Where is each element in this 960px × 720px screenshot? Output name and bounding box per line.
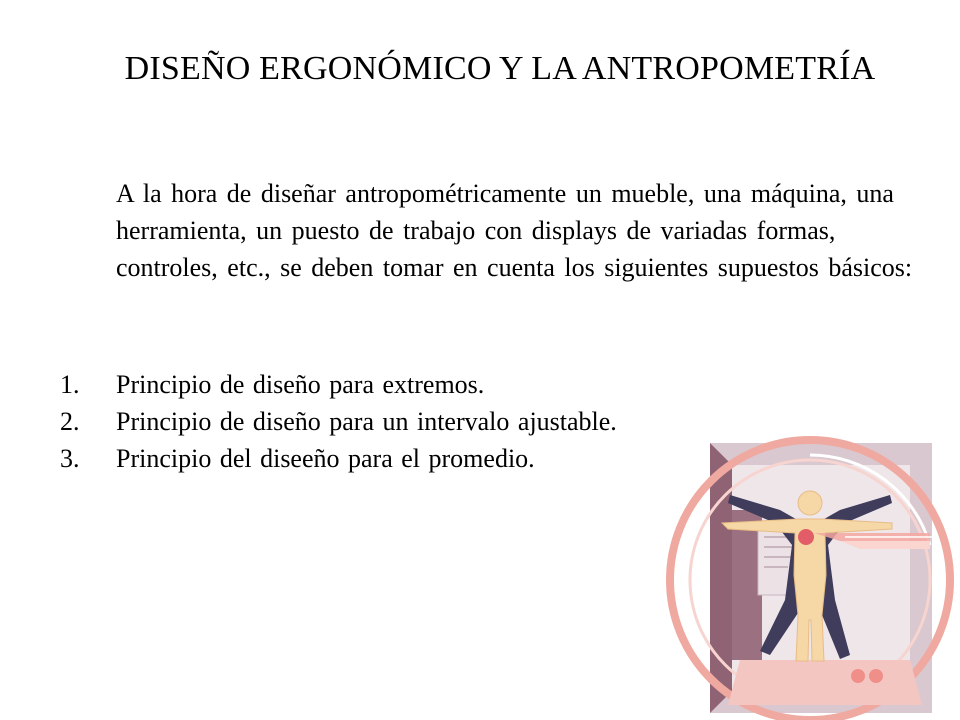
bottom-tray [728,660,922,705]
list-item-number: 1. [60,370,80,399]
list-item [60,440,617,477]
dot [851,669,865,683]
intro-paragraph: A la hora de diseñar antropométricamente un mueble, una máquina, una herramienta, un puesto de trabajo con displays de variadas formas, controles, etc., se deben tomar en cuenta los siguientes supuestos básicos: [116,179,913,282]
list-item [60,403,617,440]
slide-title: DISEÑO ERGONÓMICO Y LA ANTROPOMETRÍA [124,50,876,87]
list-item-number: 3. [60,444,80,473]
dot [869,669,883,683]
list-item-text: Principio del diseeño para el promedio. [116,444,535,473]
list-item-number: 2. [60,407,80,436]
list-item [60,366,617,403]
vitruvian-man-icon [660,415,960,720]
heart-dot [798,529,814,545]
list-item-text: Principio de diseño para un intervalo ajustable. [116,407,617,436]
list-item-text: Principio de diseño para extremos. [116,370,485,399]
principles-list [60,366,617,477]
